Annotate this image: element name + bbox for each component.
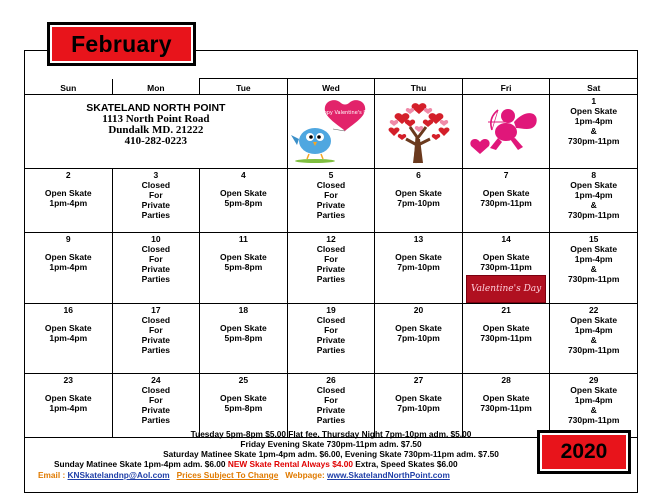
email-label: Email :: [38, 470, 68, 480]
day-number: 7: [503, 170, 509, 180]
valentines-card-image: Valentine's Day: [466, 275, 546, 303]
event-line: Open Skate: [482, 188, 530, 198]
event-line: Closed: [141, 244, 171, 254]
website-link[interactable]: www.SkatelandNorthPoint.com: [327, 470, 450, 480]
art-bird-cell: [287, 95, 375, 169]
event-line: Open Skate: [395, 393, 442, 403]
event-line: Parties: [141, 274, 171, 284]
event-line: 7pm-10pm: [397, 403, 440, 413]
event-line: Private: [316, 335, 346, 345]
event-line: Closed: [316, 315, 346, 325]
event-line: Open Skate: [395, 188, 442, 198]
day-number: 29: [588, 375, 599, 385]
event-line: Open Skate: [220, 393, 267, 403]
event-line: 1pm-4pm: [49, 262, 88, 272]
event-line: 730pm-11pm: [567, 136, 620, 146]
event-line: For: [148, 190, 163, 200]
day-number: 16: [63, 305, 74, 315]
day-number: 15: [588, 234, 599, 244]
event-line: &: [590, 200, 597, 210]
event-line: 730pm-11pm: [567, 210, 620, 220]
event-line: Private: [316, 405, 346, 415]
day-5: [287, 169, 375, 233]
day-8: [550, 169, 638, 233]
event-line: 7pm-10pm: [397, 333, 440, 343]
note-sunday: [54, 459, 458, 469]
day-number: 2: [65, 170, 71, 180]
event-line: 1pm-4pm: [574, 254, 613, 264]
event-line: 5pm-8pm: [224, 403, 263, 413]
day-17: [112, 304, 200, 374]
day-number: 27: [413, 375, 424, 385]
event-line: 730pm-11pm: [480, 333, 532, 343]
bird-heart-icon: [289, 99, 373, 165]
day-number: 17: [151, 305, 161, 315]
month-title: February: [71, 30, 172, 57]
event-line: &: [590, 405, 597, 415]
day-number: 3: [153, 170, 159, 180]
year-box: [537, 430, 631, 474]
event-line: Private: [141, 264, 171, 274]
event-line: &: [590, 335, 597, 345]
event-line: 1pm-4pm: [49, 198, 88, 208]
event-line: 730pm-11pm: [567, 345, 620, 355]
event-line: 730pm-11pm: [567, 415, 620, 425]
event-line: Private: [141, 405, 171, 415]
event-line: Open Skate: [570, 385, 618, 395]
rink-phone: 410-282-0223: [124, 135, 187, 147]
rink-city: Dundalk MD. 21222: [108, 124, 204, 136]
day-16: [25, 304, 113, 374]
event-line: Closed: [316, 385, 346, 395]
email-link[interactable]: KNSkatelandnp@Aol.com: [67, 470, 170, 480]
event-line: Parties: [141, 415, 171, 425]
day-20: [375, 304, 463, 374]
event-line: For: [324, 254, 338, 264]
day-22: [550, 304, 638, 374]
event-line: 1pm-4pm: [574, 325, 613, 335]
day-number: 22: [588, 305, 599, 315]
day-number: 6: [416, 170, 421, 180]
event-line: 5pm-8pm: [224, 262, 263, 272]
day-number: 28: [501, 375, 511, 385]
note-speed-skates: Extra, Speed Skates $6.00: [352, 459, 458, 469]
day-number: 19: [326, 305, 336, 315]
event-line: Open Skate: [220, 188, 267, 198]
event-line: Open Skate: [570, 315, 618, 325]
calendar-grid: [24, 78, 638, 438]
event-line: Private: [316, 200, 346, 210]
art-cupid-cell: [462, 95, 550, 169]
weekday-wed: Wed: [287, 79, 375, 95]
day-number: 8: [591, 170, 597, 180]
day-number: 25: [238, 375, 249, 385]
event-line: Open Skate: [482, 393, 530, 403]
note-rental: NEW Skate Rental Always $4.00: [227, 459, 353, 469]
event-line: Parties: [141, 345, 171, 355]
heart-tree-image: [375, 95, 462, 168]
event-line: For: [324, 190, 338, 200]
day-number: 10: [151, 234, 161, 244]
event-line: 1pm-4pm: [574, 116, 613, 126]
event-line: For: [148, 395, 163, 405]
event-line: Open Skate: [395, 252, 442, 262]
prices-note: Prices Subject To Change: [176, 470, 279, 480]
event-line: Open Skate: [44, 188, 92, 198]
day-12: [287, 233, 375, 304]
note-saturday: Saturday Matinee Skate 1pm-4pm adm. $6.00, Evening Skate 730pm-11pm adm. $7.50: [163, 449, 499, 459]
day-number: 1: [591, 96, 597, 106]
rink-name: SKATELAND NORTH POINT: [86, 102, 226, 114]
week-row-3: [25, 233, 638, 304]
event-line: 730pm-11pm: [480, 262, 532, 272]
day-number: 21: [501, 305, 511, 315]
day-6: [375, 169, 463, 233]
event-line: Closed: [141, 385, 171, 395]
event-line: Closed: [141, 180, 171, 190]
event-line: Open Skate: [570, 106, 618, 116]
event-line: Private: [141, 335, 171, 345]
event-line: Open Skate: [44, 323, 92, 333]
day-number: 4: [241, 170, 246, 180]
day-10: [112, 233, 200, 304]
event-line: 7pm-10pm: [397, 262, 440, 272]
rink-info: [25, 95, 287, 147]
day-number: 14: [501, 234, 511, 244]
weekday-sat: Sat: [550, 79, 638, 95]
event-line: Private: [141, 200, 171, 210]
day-21: [462, 304, 550, 374]
day-number: 26: [326, 375, 336, 385]
event-line: Parties: [316, 274, 346, 284]
event-line: 730pm-11pm: [567, 274, 620, 284]
day-11: [200, 233, 288, 304]
year-title: 2020: [560, 440, 608, 463]
event-line: 5pm-8pm: [224, 198, 263, 208]
event-line: 7pm-10pm: [397, 198, 440, 208]
day-9: [25, 233, 113, 304]
day-7: [462, 169, 550, 233]
weekday-mon: Mon: [112, 79, 200, 95]
note-tuesday-thursday: Tuesday 5pm-8pm $5.00 Flat fee. Thursday Night 7pm-10pm adm. $5.00: [190, 429, 472, 439]
event-line: Open Skate: [482, 252, 530, 262]
week-row-4: [25, 304, 638, 374]
bird-valentine-image: [288, 95, 375, 168]
note-friday: Friday Evening Skate 730pm-11pm adm. $7.50: [240, 439, 422, 449]
rink-street: 1113 North Point Road: [102, 113, 210, 125]
note-sunday-text: Sunday Matinee Skate 1pm-4pm adm. $6.00: [54, 459, 228, 469]
event-line: For: [324, 395, 338, 405]
event-line: &: [590, 264, 597, 274]
event-line: Open Skate: [482, 323, 530, 333]
event-line: Closed: [141, 315, 171, 325]
week-row-1: [25, 95, 638, 169]
day-number: 13: [413, 234, 424, 244]
day-number: 18: [238, 305, 249, 315]
weekday-header-row: [25, 79, 638, 95]
day-18: [200, 304, 288, 374]
day-number: 20: [413, 305, 424, 315]
weekday-thu: Thu: [375, 79, 463, 95]
event-line: For: [324, 325, 338, 335]
day-1: [550, 95, 638, 169]
day-3: [112, 169, 200, 233]
day-number: 9: [65, 234, 71, 244]
event-line: 1pm-4pm: [49, 403, 88, 413]
event-line: Open Skate: [570, 244, 618, 254]
day-4: [200, 169, 288, 233]
event-line: Parties: [141, 210, 171, 220]
art-tree-cell: [375, 95, 463, 169]
event-line: Open Skate: [570, 180, 618, 190]
event-line: For: [148, 254, 163, 264]
weekday-tue: Tue: [200, 79, 288, 95]
event-line: 1pm-4pm: [574, 395, 613, 405]
cupid-image: [463, 95, 550, 168]
day-number: 12: [326, 234, 336, 244]
day-19: [287, 304, 375, 374]
event-line: &: [590, 126, 597, 136]
event-line: Open Skate: [395, 323, 442, 333]
event-line: For: [148, 325, 163, 335]
event-line: Parties: [316, 210, 346, 220]
day-15: [550, 233, 638, 304]
event-line: Open Skate: [44, 252, 92, 262]
day-13: [375, 233, 463, 304]
day-number: 24: [151, 375, 161, 385]
weekday-fri: Fri: [462, 79, 550, 95]
rink-info-cell: [25, 95, 288, 169]
event-line: 1pm-4pm: [49, 333, 88, 343]
day-number: 5: [328, 170, 334, 180]
event-line: Parties: [316, 415, 346, 425]
event-line: 730pm-11pm: [480, 198, 532, 208]
month-title-box: [47, 22, 196, 66]
day-number: 23: [63, 375, 74, 385]
week-row-2: [25, 169, 638, 233]
day-14: [462, 233, 550, 304]
cupid-icon: [468, 102, 544, 162]
day-2: [25, 169, 113, 233]
event-line: Open Skate: [220, 252, 267, 262]
event-line: Open Skate: [44, 393, 92, 403]
event-line: Open Skate: [220, 323, 267, 333]
event-line: 1pm-4pm: [574, 190, 613, 200]
bird-banner-text: Happy Valentine's Day: [316, 109, 373, 116]
event-line: 5pm-8pm: [224, 333, 263, 343]
weekday-sun: Sun: [25, 79, 113, 95]
event-line: Closed: [316, 180, 346, 190]
event-line: Private: [316, 264, 346, 274]
contact-line: [38, 470, 450, 480]
event-line: Parties: [316, 345, 346, 355]
webpage-label: Webpage:: [285, 470, 328, 480]
heart-tree-icon: [382, 99, 456, 165]
event-line: 730pm-11pm: [480, 403, 532, 413]
event-line: Closed: [316, 244, 346, 254]
day-number: 11: [238, 234, 248, 244]
